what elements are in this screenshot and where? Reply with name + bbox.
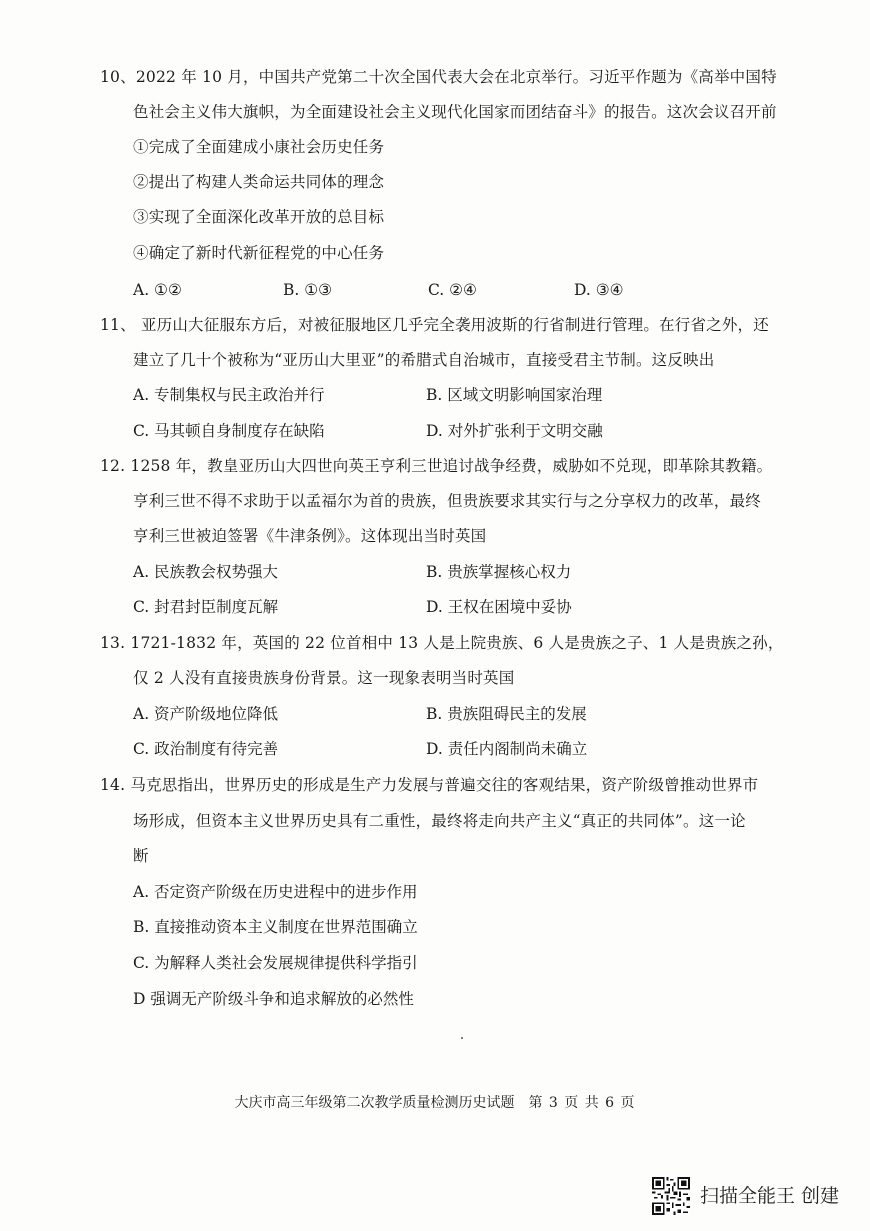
question-13-option-a[interactable]: A. 资产阶级地位降低 (133, 705, 279, 723)
footer-page-number: 第 3 页 共 6 页 (528, 1095, 636, 1111)
question-10-line-1: 10、2022 年 10 月，中国共产党第二十次全国代表大会在北京举行。习近平作题为《高举中国特 (100, 68, 777, 86)
scanner-watermark (652, 1176, 852, 1216)
question-11-line-1: 11、 亚历山大征服东方后，对被征服地区几乎完全袭用波斯的行省制进行管理。在行省之外，还 (100, 316, 769, 334)
scan-speck (461, 1037, 463, 1039)
question-12-option-b[interactable]: B. 贵族掌握核心权力 (426, 563, 572, 581)
question-14-option-d[interactable]: D 强调无产阶级斗争和追求解放的必然性 (133, 990, 414, 1008)
question-11-line-2: 建立了几十个被称为“亚历山大里亚”的希腊式自治城市，直接受君主节制。这反映出 (133, 351, 715, 369)
question-10-line-2: 色社会主义伟大旗帜，为全面建设社会主义现代化国家而团结奋斗》的报告。这次会议召开前 (133, 103, 777, 121)
question-12-option-c[interactable]: C. 封君封臣制度瓦解 (133, 598, 279, 616)
question-14-line-1: 14. 马克思指出，世界历史的形成是生产力发展与普遍交往的客观结果，资产阶级曾推动世界市 (100, 776, 759, 794)
question-14-option-a[interactable]: A. 否定资产阶级在历史进程中的进步作用 (133, 883, 418, 901)
question-14-option-c[interactable]: C. 为解释人类社会发展规律提供科学指引 (133, 954, 418, 972)
question-13-line-1: 13. 1721-1832 年，英国的 22 位首相中 13 人是上院贵族、6 人是贵族之子、1 人是贵族之孙， (100, 634, 784, 652)
question-12-line-3: 亨利三世被迫签署《牛津条例》。这体现出当时英国 (133, 527, 487, 545)
question-14-line-2: 场形成，但资本主义世界历史具有二重性，最终将走向共产主义“真正的共同体”。这一论 (133, 812, 746, 830)
question-10-statement-4: ④确定了新时代新征程党的中心任务 (133, 244, 385, 262)
question-10-option-b[interactable]: B. ①③ (283, 281, 333, 299)
question-14-option-b[interactable]: B. 直接推动资本主义制度在世界范围确立 (133, 918, 418, 936)
question-13-line-2: 仅 2 人没有直接贵族身份背景。这一现象表明当时英国 (133, 669, 515, 687)
question-11-option-b[interactable]: B. 区域文明影响国家治理 (426, 386, 603, 404)
question-11-option-c[interactable]: C. 马其顿自身制度存在缺陷 (133, 422, 325, 440)
page-footer (0, 1093, 870, 1113)
question-10-option-c[interactable]: C. ②④ (428, 281, 477, 299)
question-10-statement-3: ③实现了全面深化改革开放的总目标 (133, 208, 385, 226)
question-14-line-3: 断 (133, 847, 149, 865)
question-11-option-a[interactable]: A. 专制集权与民主政治并行 (133, 386, 325, 404)
question-10-option-d[interactable]: D. ③④ (574, 281, 624, 299)
question-10-statement-1: ①完成了全面建成小康社会历史任务 (133, 138, 385, 156)
question-12-line-2: 亨利三世不得不求助于以孟福尔为首的贵族，但贵族要求其实行与之分享权力的改革，最终 (133, 492, 762, 510)
watermark-text: 扫描全能王 创建 (700, 1185, 840, 1207)
qr-code-icon (652, 1177, 690, 1215)
footer-title: 大庆市高三年级第二次教学质量检测历史试题 (234, 1095, 515, 1111)
question-11-option-d[interactable]: D. 对外扩张利于文明交融 (426, 422, 603, 440)
question-13-option-c[interactable]: C. 政治制度有待完善 (133, 740, 279, 758)
question-10-option-a[interactable]: A. ①② (133, 281, 182, 299)
question-13-option-d[interactable]: D. 责任内阁制尚未确立 (426, 740, 588, 758)
question-13-option-b[interactable]: B. 贵族阻碍民主的发展 (426, 705, 587, 723)
question-10-statement-2: ②提出了构建人类命运共同体的理念 (133, 173, 385, 191)
question-12-option-a[interactable]: A. 民族教会权势强大 (133, 563, 279, 581)
question-12-line-1: 12. 1258 年，教皇亚历山大四世向英王亨利三世追讨战争经费，威胁如不兑现，即革除其教籍。 (100, 457, 773, 475)
question-12-option-d[interactable]: D. 王权在困境中妥协 (426, 598, 572, 616)
